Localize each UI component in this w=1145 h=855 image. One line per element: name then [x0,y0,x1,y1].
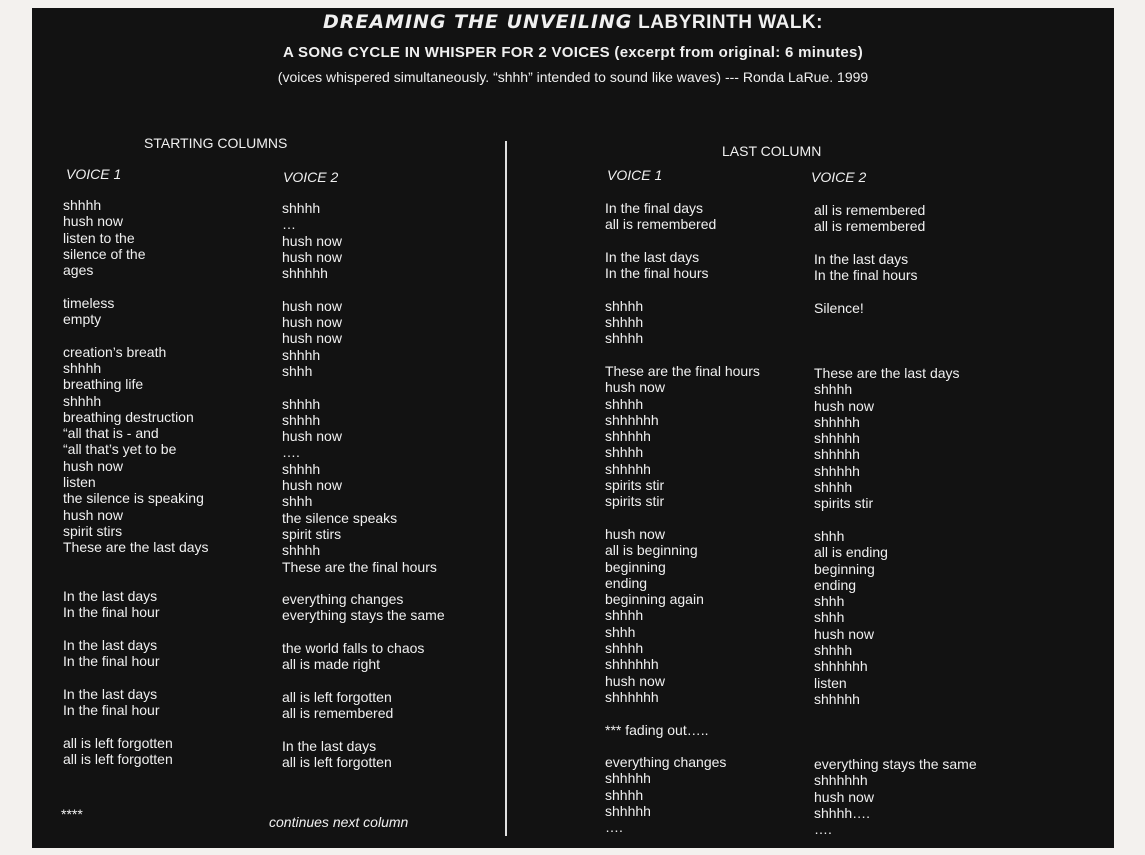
poem-line: shhhh [605,786,644,803]
poem-line: shhhh…. [814,804,871,821]
poem-line: empty [63,311,102,328]
poem-line: all is remembered [605,216,717,233]
poem-line: hush now [605,525,665,542]
poem-line: shhh [814,609,845,626]
poem-line: shhhhh [605,770,651,787]
poem-line: In the last days [63,588,158,605]
poem-line: shhhh [605,607,644,624]
poem-line: shhh [282,362,313,379]
poem-line: shhh [814,527,845,544]
poem-line: shhhh [63,392,102,409]
stanza-gap [63,327,209,343]
poem-line: In the final hour [63,702,160,719]
right-voice2-column [814,202,977,838]
poem-line: beginning [814,560,875,577]
stanza-gap [814,512,977,528]
left-voice2-label: VOICE 2 [283,169,339,185]
title-handwritten: DREAMING THE UNVEILING [323,11,633,33]
right-voice1-label: VOICE 1 [607,167,663,183]
stanza-gap [814,724,977,740]
poem-line: shhhh [282,346,321,363]
poem-line: …. [814,821,832,838]
poem-line: hush now [282,232,342,249]
poem-line: spirit stirs [63,522,123,539]
poem-line: shhh [282,493,313,510]
poem-line: In the last days [63,685,158,702]
stanza-gap [63,621,209,637]
stanza-gap [282,722,445,738]
stanza-gap [605,281,760,297]
poem-line: shhhhh [605,428,651,445]
left-voice1-label: VOICE 1 [66,166,122,182]
poem-line: everything stays the same [282,607,445,624]
stanza-gap [63,670,209,686]
poem-line: ages [63,262,94,279]
poem-line: shhhh [605,314,644,331]
stanza-gap [63,572,209,588]
poem-line: ending [814,576,857,593]
stanza-gap [282,281,445,297]
poem-line: timeless [63,294,115,311]
poem-line: In the final days [605,200,704,216]
poem-line: all is left forgotten [282,688,392,705]
poem-line: everything changes [605,754,727,771]
column-divider [505,141,507,836]
poem-line: These are the final hours [605,362,760,379]
subtitle: A SONG CYCLE IN WHISPER FOR 2 VOICES (excerpt from original: 6 minutes) [283,44,863,61]
poem-line: all is ending [814,544,888,561]
poem-line: shhhh [605,640,644,657]
stanza-gap [282,379,445,395]
poem-line: shhhhh [605,802,651,819]
poem-line: shhhhh [814,462,860,479]
poem-line: shhhhhh [814,772,868,789]
poem-line: *** fading out….. [605,721,709,738]
stanza-gap [814,316,977,332]
title-rest: LABYRINTH WALK: [632,12,823,33]
poem-line: shhhh [605,395,644,412]
poem-line: shhhh [282,542,321,559]
poem-line: hush now [605,379,665,396]
poem-line: the silence speaks [282,509,398,526]
poem-line: hush now [63,457,123,474]
stanza-gap [605,705,760,721]
poem-line: …. [282,444,300,461]
poem-line: all is beginning [605,542,698,559]
poem-line: creation’s breath [63,343,167,360]
poem-line: the world falls to chaos [282,640,425,657]
poem-line: hush now [63,506,123,523]
poem-line: hush now [282,477,342,494]
poem-line: These are the final hours [282,558,437,575]
poem-line: “all that’s yet to be [63,441,177,458]
stanza-gap [814,235,977,251]
poem-line: In the last days [605,248,700,265]
poem-line: These are the last days [814,364,960,381]
poem-line: shhhh [282,200,321,216]
left-voice1-column [63,197,209,767]
poem-line: In the final hour [63,604,160,621]
stanza-gap [63,556,209,572]
poem-line: all is left forgotten [63,734,173,751]
poem-line: In the final hours [814,267,918,284]
poem-line: …. [605,819,623,836]
poem-line: shhhhh [814,690,860,707]
poem-line: spirit stirs [282,525,342,542]
poem-line: hush now [282,330,342,347]
left-voice2-column [282,200,445,770]
poem-line: shhhh [605,330,644,347]
poem-line: spirits stir [814,495,874,512]
poem-line: hush now [814,788,874,805]
poem-line: spirits stir [605,477,665,494]
stanza-gap [814,707,977,723]
poem-line: In the last days [282,737,377,754]
stanza-gap [282,575,445,591]
poem-line: shhhh [605,297,644,314]
poem-line: hush now [282,297,342,314]
poem-line: shhh [605,623,636,640]
poem-line: shhhh [63,197,102,213]
poem-line: shhhhh [282,265,328,282]
right-voice1-column [605,200,760,836]
poem-line: shhhhh [605,460,651,477]
stanza-gap [605,738,760,754]
stanza-gap [605,233,760,249]
stanza-gap [814,740,977,756]
poem-line: In the final hour [63,653,160,670]
poem-line: all is made right [282,656,381,673]
stanza-gap [282,624,445,640]
stanza-gap [814,349,977,365]
poem-line: spirits stir [605,493,665,510]
poem-line: hush now [282,314,342,331]
poem-line: hush now [63,213,123,230]
poem-line: all is left forgotten [282,754,392,771]
poem-line: In the last days [63,637,158,654]
poem-line: ending [605,574,648,591]
poem-line: shhhhhh [605,411,659,428]
poem-line: shhhh [63,359,102,376]
last-column-label: LAST COLUMN [722,143,822,159]
right-voice2-label: VOICE 2 [811,169,867,185]
poem-line: listen to the [63,229,135,246]
poem-line: shhhh [814,642,853,659]
poem-line: In the final hours [605,265,709,282]
poem-line: beginning again [605,591,704,608]
poem-line: shhhh [282,411,321,428]
poem-line: shhhh [605,444,644,461]
stanza-gap [814,283,977,299]
poem-line: hush now [814,397,874,414]
stanza-gap [605,347,760,363]
poem-line: “all that is - and [63,425,159,442]
poem-line: all is remembered [814,202,926,218]
poem-line: hush now [282,248,342,265]
poem-line: shhhhh [814,413,860,430]
poem-line: These are the last days [63,539,209,556]
poem-line: the silence is speaking [63,490,204,507]
poem-sheet [32,8,1114,848]
byline: (voices whispered simultaneously. “shhh” intended to sound like waves) --- Ronda LaRue. 1999 [277,69,869,85]
stanza-gap [605,510,760,526]
poem-line: silence of the [63,245,146,262]
page-title [32,11,1114,34]
poem-line: all is left forgotten [63,751,173,768]
poem-line: everything stays the same [814,756,977,773]
poem-line: shhhhhh [605,688,659,705]
poem-line: shhh [814,593,845,610]
end-marker: **** [61,806,83,822]
stanza-gap [282,673,445,689]
poem-line: hush now [282,428,342,445]
stanza-gap [814,332,977,348]
poem-line: all is remembered [814,218,926,235]
poem-line: shhhhhh [605,656,659,673]
poem-line: breathing life [63,376,144,393]
poem-line: shhhhh [814,430,860,447]
poem-line: all is remembered [282,705,394,722]
poem-line: shhhhhh [814,658,868,675]
poem-line: hush now [814,625,874,642]
poem-line: listen [814,674,847,691]
poem-line: … [282,216,296,233]
poem-line: breathing destruction [63,408,194,425]
poem-line: beginning [605,558,666,575]
poem-line: hush now [605,672,665,689]
poem-line: listen [63,474,96,491]
stanza-gap [63,719,209,735]
poem-line: shhhh [814,381,853,398]
poem-line: Silence! [814,299,864,316]
poem-line: shhhh [814,479,853,496]
poem-line: shhhhh [814,446,860,463]
continues-note: continues next column [269,814,409,830]
starting-columns-label: STARTING COLUMNS [144,135,288,151]
poem-line: shhhh [282,395,321,412]
poem-line: In the last days [814,250,909,267]
poem-line: everything changes [282,591,404,608]
stanza-gap [63,278,209,294]
poem-line: shhhh [282,460,321,477]
